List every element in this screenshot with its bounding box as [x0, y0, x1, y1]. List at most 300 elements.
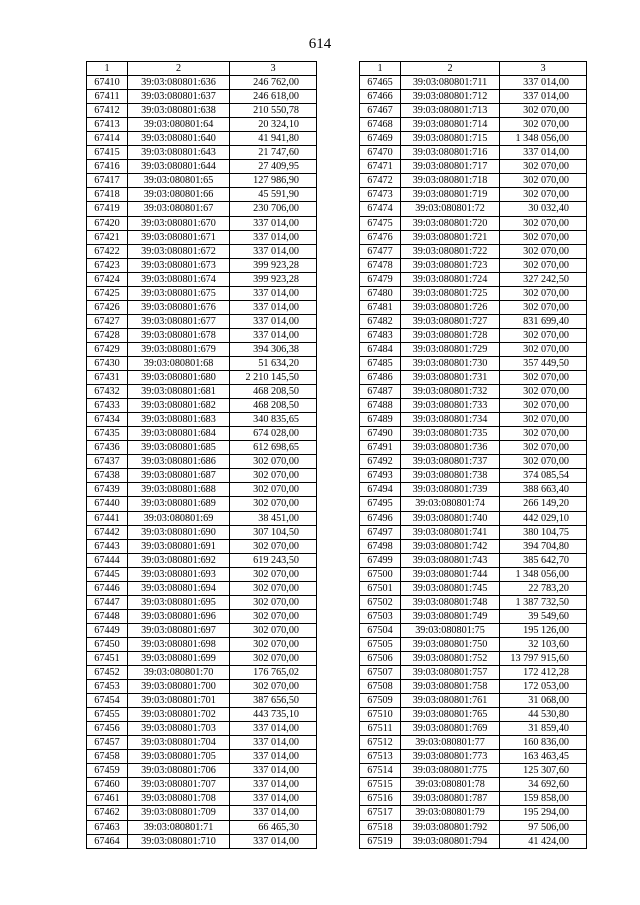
cadastral-number-cell: 39:03:080801:705 — [128, 750, 230, 764]
row-number-cell: 67420 — [87, 216, 128, 230]
table-row — [360, 76, 587, 90]
value-cell: 442 029,10 — [500, 511, 587, 525]
row-number-cell: 67513 — [360, 750, 401, 764]
table-row — [360, 792, 587, 806]
table-row — [360, 511, 587, 525]
right-table-body — [360, 76, 587, 849]
value-cell: 674 028,00 — [230, 427, 317, 441]
table-row — [360, 722, 587, 736]
value-cell: 163 463,45 — [500, 750, 587, 764]
table-row — [360, 230, 587, 244]
value-cell: 302 070,00 — [500, 188, 587, 202]
cadastral-number-cell: 39:03:080801:732 — [401, 385, 500, 399]
row-number-cell: 67490 — [360, 427, 401, 441]
value-cell: 176 765,02 — [230, 666, 317, 680]
cadastral-number-cell: 39:03:080801:757 — [401, 666, 500, 680]
value-cell: 302 070,00 — [230, 483, 317, 497]
cadastral-number-cell: 39:03:080801:671 — [128, 230, 230, 244]
value-cell: 302 070,00 — [500, 455, 587, 469]
row-number-cell: 67487 — [360, 385, 401, 399]
table-row — [87, 118, 317, 132]
table-row — [87, 736, 317, 750]
cadastral-number-cell: 39:03:080801:685 — [128, 441, 230, 455]
value-cell: 210 550,78 — [230, 104, 317, 118]
row-number-cell: 67443 — [87, 539, 128, 553]
table-row — [87, 258, 317, 272]
cadastral-number-cell: 39:03:080801:714 — [401, 118, 500, 132]
cadastral-number-cell: 39:03:080801:741 — [401, 525, 500, 539]
value-cell: 337 014,00 — [230, 314, 317, 328]
row-number-cell: 67437 — [87, 455, 128, 469]
left-table-body — [87, 76, 317, 849]
table-row — [360, 371, 587, 385]
table-row — [360, 399, 587, 413]
row-number-cell: 67463 — [87, 820, 128, 834]
value-cell: 302 070,00 — [500, 258, 587, 272]
value-cell: 45 591,90 — [230, 188, 317, 202]
row-number-cell: 67434 — [87, 413, 128, 427]
cadastral-number-cell: 39:03:080801:718 — [401, 174, 500, 188]
value-cell: 399 923,28 — [230, 272, 317, 286]
cadastral-number-cell: 39:03:080801:672 — [128, 244, 230, 258]
cadastral-number-cell: 39:03:080801:721 — [401, 230, 500, 244]
table-row — [360, 736, 587, 750]
value-cell: 337 014,00 — [500, 146, 587, 160]
table-row — [360, 328, 587, 342]
cadastral-number-cell: 39:03:080801:701 — [128, 694, 230, 708]
cadastral-number-cell: 39:03:080801:698 — [128, 637, 230, 651]
cadastral-number-cell: 39:03:080801:773 — [401, 750, 500, 764]
row-number-cell: 67501 — [360, 581, 401, 595]
table-row — [87, 595, 317, 609]
cadastral-number-cell: 39:03:080801:707 — [128, 778, 230, 792]
cadastral-number-cell: 39:03:080801:676 — [128, 300, 230, 314]
value-cell: 387 656,50 — [230, 694, 317, 708]
table-row — [360, 258, 587, 272]
row-number-cell: 67436 — [87, 441, 128, 455]
value-cell: 32 103,60 — [500, 637, 587, 651]
page-number: 614 — [308, 36, 332, 52]
cadastral-number-cell: 39:03:080801:68 — [128, 356, 230, 370]
value-cell: 443 735,10 — [230, 708, 317, 722]
table-row — [87, 722, 317, 736]
row-number-cell: 67469 — [360, 132, 401, 146]
table-row — [87, 427, 317, 441]
value-cell: 1 387 732,50 — [500, 595, 587, 609]
table-row — [360, 244, 587, 258]
column-header: 1 — [87, 62, 128, 76]
row-number-cell: 67500 — [360, 567, 401, 581]
row-number-cell: 67505 — [360, 637, 401, 651]
table-row — [360, 609, 587, 623]
left-table — [86, 61, 317, 849]
value-cell: 337 014,00 — [230, 736, 317, 750]
table-row — [360, 553, 587, 567]
table-row — [360, 413, 587, 427]
table-row — [87, 764, 317, 778]
cadastral-number-cell: 39:03:080801:700 — [128, 680, 230, 694]
table-row — [87, 694, 317, 708]
value-cell: 302 070,00 — [500, 104, 587, 118]
table-row — [87, 272, 317, 286]
cadastral-number-cell: 39:03:080801:71 — [128, 820, 230, 834]
table-row — [87, 371, 317, 385]
value-cell: 337 014,00 — [230, 328, 317, 342]
table-row — [87, 834, 317, 848]
table-row — [87, 497, 317, 511]
column-header: 3 — [230, 62, 317, 76]
row-number-cell: 67461 — [87, 792, 128, 806]
table-row — [360, 834, 587, 848]
row-number-cell: 67456 — [87, 722, 128, 736]
table-row — [360, 680, 587, 694]
cadastral-number-cell: 39:03:080801:730 — [401, 356, 500, 370]
row-number-cell: 67481 — [360, 300, 401, 314]
row-number-cell: 67476 — [360, 230, 401, 244]
value-cell: 337 014,00 — [230, 764, 317, 778]
cadastral-number-cell: 39:03:080801:742 — [401, 539, 500, 553]
cadastral-number-cell: 39:03:080801:687 — [128, 469, 230, 483]
row-number-cell: 67473 — [360, 188, 401, 202]
cadastral-number-cell: 39:03:080801:689 — [128, 497, 230, 511]
cadastral-number-cell: 39:03:080801:681 — [128, 385, 230, 399]
row-number-cell: 67466 — [360, 90, 401, 104]
row-number-cell: 67432 — [87, 385, 128, 399]
cadastral-number-cell: 39:03:080801:696 — [128, 609, 230, 623]
cadastral-number-cell: 39:03:080801:729 — [401, 342, 500, 356]
table-row — [360, 132, 587, 146]
right-table — [359, 61, 587, 849]
table-row — [360, 314, 587, 328]
table-row — [360, 708, 587, 722]
row-number-cell: 67431 — [87, 371, 128, 385]
row-number-cell: 67503 — [360, 609, 401, 623]
row-number-cell: 67444 — [87, 553, 128, 567]
row-number-cell: 67450 — [87, 637, 128, 651]
cadastral-number-cell: 39:03:080801:694 — [128, 581, 230, 595]
value-cell: 340 835,65 — [230, 413, 317, 427]
value-cell: 337 014,00 — [230, 722, 317, 736]
row-number-cell: 67459 — [87, 764, 128, 778]
value-cell: 337 014,00 — [230, 230, 317, 244]
value-cell: 307 104,50 — [230, 525, 317, 539]
value-cell: 34 692,60 — [500, 778, 587, 792]
value-cell: 337 014,00 — [230, 286, 317, 300]
cadastral-number-cell: 39:03:080801:728 — [401, 328, 500, 342]
value-cell: 394 704,80 — [500, 539, 587, 553]
value-cell: 41 941,80 — [230, 132, 317, 146]
table-row — [360, 356, 587, 370]
value-cell: 302 070,00 — [500, 286, 587, 300]
cadastral-number-cell: 39:03:080801:680 — [128, 371, 230, 385]
value-cell: 266 149,20 — [500, 497, 587, 511]
table-row — [87, 637, 317, 651]
table-row — [360, 118, 587, 132]
cadastral-number-cell: 39:03:080801:640 — [128, 132, 230, 146]
table-row — [87, 146, 317, 160]
value-cell: 302 070,00 — [500, 300, 587, 314]
row-number-cell: 67477 — [360, 244, 401, 258]
cadastral-number-cell: 39:03:080801:703 — [128, 722, 230, 736]
value-cell: 246 762,00 — [230, 76, 317, 90]
cadastral-number-cell: 39:03:080801:775 — [401, 764, 500, 778]
value-cell: 612 698,65 — [230, 441, 317, 455]
value-cell: 302 070,00 — [230, 567, 317, 581]
cadastral-number-cell: 39:03:080801:737 — [401, 455, 500, 469]
row-number-cell: 67445 — [87, 567, 128, 581]
table-row — [360, 666, 587, 680]
table-row — [360, 441, 587, 455]
table-row — [87, 230, 317, 244]
value-cell: 302 070,00 — [500, 441, 587, 455]
value-cell: 302 070,00 — [500, 230, 587, 244]
row-number-cell: 67428 — [87, 328, 128, 342]
row-number-cell: 67482 — [360, 314, 401, 328]
value-cell: 27 409,95 — [230, 160, 317, 174]
cadastral-number-cell: 39:03:080801:758 — [401, 680, 500, 694]
value-cell: 230 706,00 — [230, 202, 317, 216]
table-row — [360, 202, 587, 216]
value-cell: 302 070,00 — [500, 413, 587, 427]
cadastral-number-cell: 39:03:080801:704 — [128, 736, 230, 750]
cadastral-number-cell: 39:03:080801:711 — [401, 76, 500, 90]
header-row — [360, 62, 587, 76]
row-number-cell: 67474 — [360, 202, 401, 216]
row-number-cell: 67471 — [360, 160, 401, 174]
row-number-cell: 67419 — [87, 202, 128, 216]
cadastral-number-cell: 39:03:080801:673 — [128, 258, 230, 272]
row-number-cell: 67448 — [87, 609, 128, 623]
value-cell: 302 070,00 — [500, 160, 587, 174]
cadastral-number-cell: 39:03:080801:727 — [401, 314, 500, 328]
value-cell: 302 070,00 — [230, 637, 317, 651]
value-cell: 337 014,00 — [230, 750, 317, 764]
table-row — [360, 469, 587, 483]
cadastral-number-cell: 39:03:080801:637 — [128, 90, 230, 104]
cadastral-number-cell: 39:03:080801:761 — [401, 694, 500, 708]
row-number-cell: 67516 — [360, 792, 401, 806]
value-cell: 337 014,00 — [230, 300, 317, 314]
row-number-cell: 67484 — [360, 342, 401, 356]
cadastral-number-cell: 39:03:080801:740 — [401, 511, 500, 525]
row-number-cell: 67498 — [360, 539, 401, 553]
table-row — [87, 286, 317, 300]
value-cell: 327 242,50 — [500, 272, 587, 286]
row-number-cell: 67486 — [360, 371, 401, 385]
table-row — [87, 160, 317, 174]
cadastral-number-cell: 39:03:080801:734 — [401, 413, 500, 427]
value-cell: 1 348 056,00 — [500, 567, 587, 581]
row-number-cell: 67480 — [360, 286, 401, 300]
table-row — [360, 764, 587, 778]
row-number-cell: 67491 — [360, 441, 401, 455]
row-number-cell: 67460 — [87, 778, 128, 792]
table-row — [360, 637, 587, 651]
table-row — [360, 146, 587, 160]
value-cell: 97 506,00 — [500, 820, 587, 834]
row-number-cell: 67410 — [87, 76, 128, 90]
table-row — [360, 806, 587, 820]
row-number-cell: 67506 — [360, 651, 401, 665]
row-number-cell: 67454 — [87, 694, 128, 708]
value-cell: 302 070,00 — [230, 623, 317, 637]
cadastral-number-cell: 39:03:080801:725 — [401, 286, 500, 300]
row-number-cell: 67449 — [87, 623, 128, 637]
value-cell: 337 014,00 — [230, 244, 317, 258]
cadastral-number-cell: 39:03:080801:743 — [401, 553, 500, 567]
table-row — [360, 188, 587, 202]
table-row — [87, 483, 317, 497]
row-number-cell: 67453 — [87, 680, 128, 694]
value-cell: 246 618,00 — [230, 90, 317, 104]
row-number-cell: 67442 — [87, 525, 128, 539]
cadastral-number-cell: 39:03:080801:720 — [401, 216, 500, 230]
table-row — [87, 385, 317, 399]
cadastral-number-cell: 39:03:080801:739 — [401, 483, 500, 497]
table-row — [87, 328, 317, 342]
row-number-cell: 67514 — [360, 764, 401, 778]
cadastral-number-cell: 39:03:080801:735 — [401, 427, 500, 441]
value-cell: 302 070,00 — [230, 609, 317, 623]
value-cell: 159 858,00 — [500, 792, 587, 806]
value-cell: 66 465,30 — [230, 820, 317, 834]
row-number-cell: 67472 — [360, 174, 401, 188]
table-row — [360, 595, 587, 609]
column-header: 1 — [360, 62, 401, 76]
table-row — [87, 244, 317, 258]
value-cell: 468 208,50 — [230, 399, 317, 413]
table-row — [360, 778, 587, 792]
table-row — [87, 216, 317, 230]
table-row — [87, 806, 317, 820]
value-cell: 39 549,60 — [500, 609, 587, 623]
value-cell: 44 530,80 — [500, 708, 587, 722]
value-cell: 302 070,00 — [500, 427, 587, 441]
table-row — [360, 104, 587, 118]
row-number-cell: 67441 — [87, 511, 128, 525]
row-number-cell: 67414 — [87, 132, 128, 146]
cadastral-number-cell: 39:03:080801:717 — [401, 160, 500, 174]
value-cell: 302 070,00 — [230, 455, 317, 469]
cadastral-number-cell: 39:03:080801:745 — [401, 581, 500, 595]
cadastral-number-cell: 39:03:080801:683 — [128, 413, 230, 427]
row-number-cell: 67418 — [87, 188, 128, 202]
table-row — [360, 427, 587, 441]
table-row — [87, 356, 317, 370]
cadastral-number-cell: 39:03:080801:674 — [128, 272, 230, 286]
table-row — [87, 792, 317, 806]
row-number-cell: 67467 — [360, 104, 401, 118]
cadastral-number-cell: 39:03:080801:765 — [401, 708, 500, 722]
row-number-cell: 67489 — [360, 413, 401, 427]
value-cell: 337 014,00 — [230, 778, 317, 792]
value-cell: 302 070,00 — [500, 174, 587, 188]
table-row — [360, 300, 587, 314]
table-row — [87, 553, 317, 567]
table-row — [87, 609, 317, 623]
row-number-cell: 67470 — [360, 146, 401, 160]
cadastral-number-cell: 39:03:080801:686 — [128, 455, 230, 469]
cadastral-number-cell: 39:03:080801:710 — [128, 834, 230, 848]
row-number-cell: 67426 — [87, 300, 128, 314]
table-row — [87, 76, 317, 90]
table-row — [360, 342, 587, 356]
column-header: 2 — [128, 62, 230, 76]
value-cell: 302 070,00 — [500, 328, 587, 342]
row-number-cell: 67495 — [360, 497, 401, 511]
row-number-cell: 67509 — [360, 694, 401, 708]
table-row — [360, 750, 587, 764]
table-row — [360, 272, 587, 286]
cadastral-number-cell: 39:03:080801:731 — [401, 371, 500, 385]
table-row — [360, 174, 587, 188]
row-number-cell: 67478 — [360, 258, 401, 272]
value-cell: 41 424,00 — [500, 834, 587, 848]
row-number-cell: 67488 — [360, 399, 401, 413]
row-number-cell: 67411 — [87, 90, 128, 104]
value-cell: 302 070,00 — [500, 399, 587, 413]
cadastral-number-cell: 39:03:080801:738 — [401, 469, 500, 483]
cadastral-number-cell: 39:03:080801:77 — [401, 736, 500, 750]
cadastral-number-cell: 39:03:080801:726 — [401, 300, 500, 314]
table-row — [87, 174, 317, 188]
cadastral-number-cell: 39:03:080801:750 — [401, 637, 500, 651]
cadastral-number-cell: 39:03:080801:769 — [401, 722, 500, 736]
value-cell: 337 014,00 — [500, 90, 587, 104]
table-row — [360, 539, 587, 553]
row-number-cell: 67451 — [87, 651, 128, 665]
table-row — [87, 581, 317, 595]
cadastral-number-cell: 39:03:080801:684 — [128, 427, 230, 441]
value-cell: 302 070,00 — [500, 118, 587, 132]
value-cell: 302 070,00 — [230, 469, 317, 483]
cadastral-number-cell: 39:03:080801:670 — [128, 216, 230, 230]
cadastral-number-cell: 39:03:080801:695 — [128, 595, 230, 609]
cadastral-number-cell: 39:03:080801:78 — [401, 778, 500, 792]
table-row — [87, 104, 317, 118]
table-row — [360, 483, 587, 497]
table-row — [87, 342, 317, 356]
value-cell: 302 070,00 — [230, 581, 317, 595]
row-number-cell: 67413 — [87, 118, 128, 132]
row-number-cell: 67433 — [87, 399, 128, 413]
value-cell: 125 307,60 — [500, 764, 587, 778]
column-header: 3 — [500, 62, 587, 76]
table-row — [360, 581, 587, 595]
value-cell: 394 306,38 — [230, 342, 317, 356]
row-number-cell: 67475 — [360, 216, 401, 230]
row-number-cell: 67497 — [360, 525, 401, 539]
row-number-cell: 67422 — [87, 244, 128, 258]
table-row — [87, 90, 317, 104]
cadastral-number-cell: 39:03:080801:794 — [401, 834, 500, 848]
value-cell: 38 451,00 — [230, 511, 317, 525]
table-row — [87, 469, 317, 483]
value-cell: 302 070,00 — [230, 680, 317, 694]
row-number-cell: 67425 — [87, 286, 128, 300]
value-cell: 337 014,00 — [230, 834, 317, 848]
value-cell: 302 070,00 — [500, 244, 587, 258]
value-cell: 51 634,20 — [230, 356, 317, 370]
row-number-cell: 67464 — [87, 834, 128, 848]
row-number-cell: 67415 — [87, 146, 128, 160]
value-cell: 172 412,28 — [500, 666, 587, 680]
value-cell: 302 070,00 — [500, 371, 587, 385]
row-number-cell: 67423 — [87, 258, 128, 272]
cadastral-number-cell: 39:03:080801:719 — [401, 188, 500, 202]
table-row — [360, 160, 587, 174]
value-cell: 20 324,10 — [230, 118, 317, 132]
